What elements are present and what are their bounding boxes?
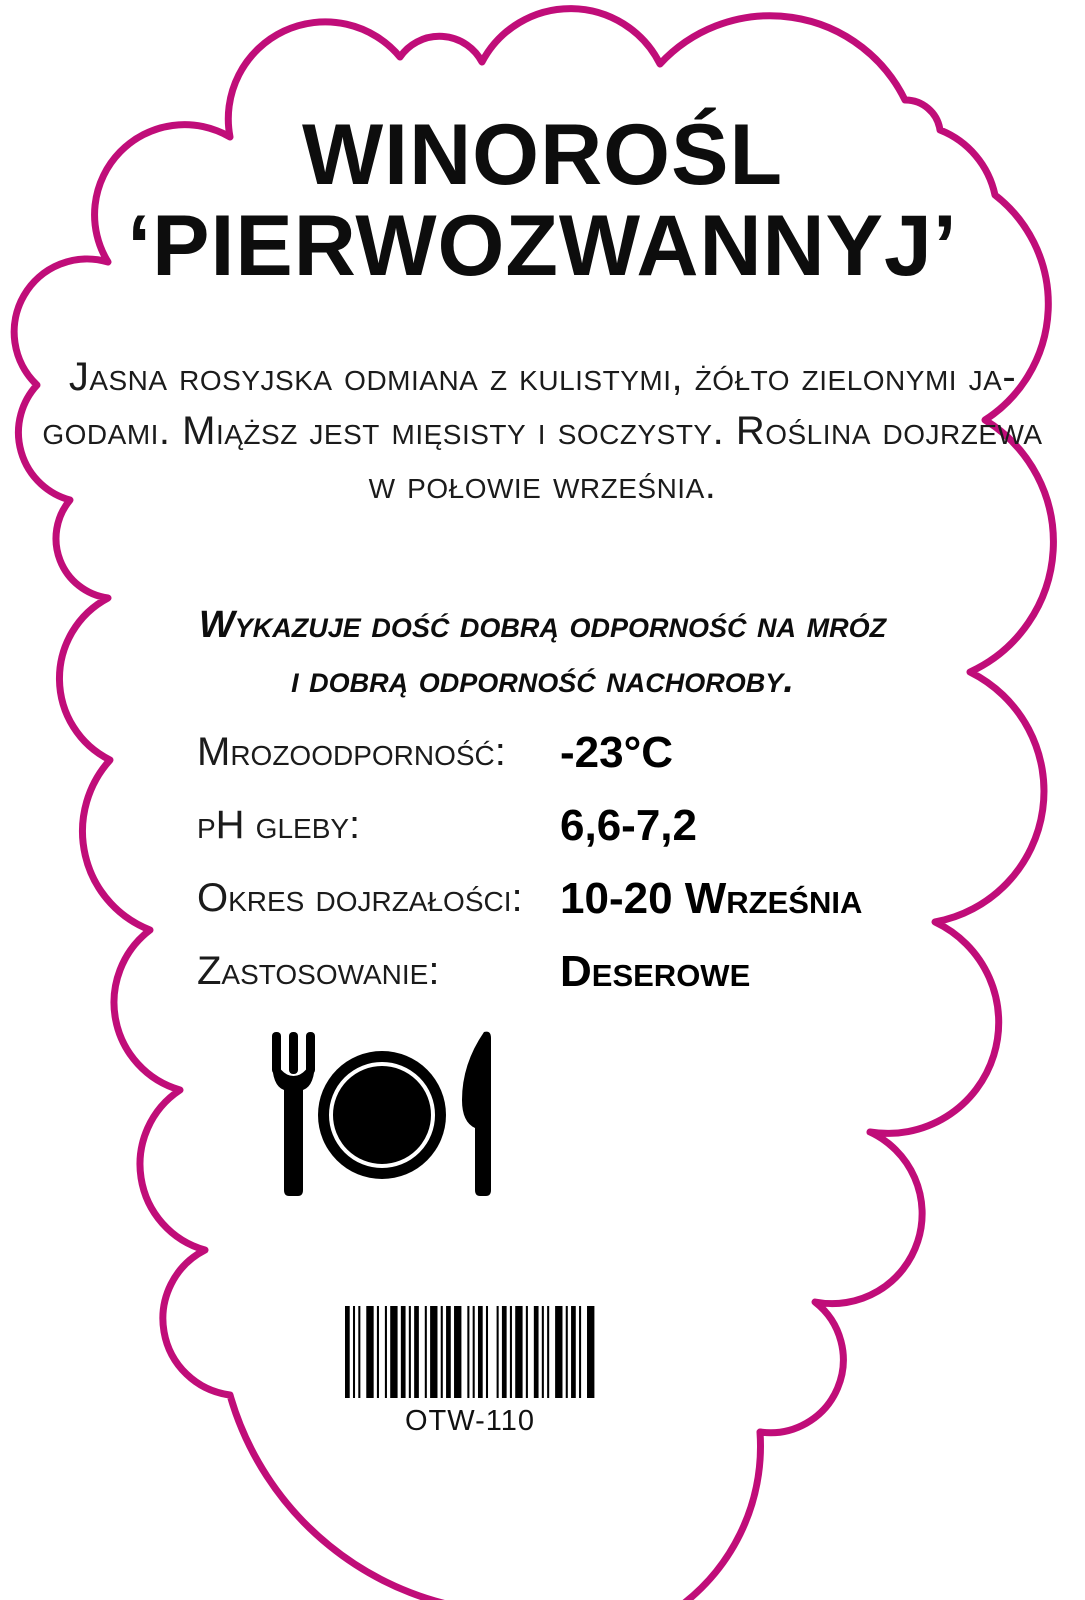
description-line: w połowie września. (368, 463, 717, 507)
spec-label: pH gleby: (197, 803, 361, 847)
spec-value: -23°C (560, 727, 673, 777)
spec-row-frost (197, 716, 1017, 789)
knife-icon (462, 1032, 491, 1196)
title-line-2: ‘PIERWOZWANNYJ’ (127, 198, 958, 295)
spec-row-ph (197, 789, 1017, 862)
spec-value: 6,6-7,2 (560, 800, 697, 850)
spec-row-use (197, 935, 1017, 1008)
variety-description (40, 350, 1045, 512)
variety-title (0, 107, 1085, 295)
spec-row-ripening (197, 862, 1017, 935)
barcode-text: OTW-110 (404, 1405, 535, 1437)
barcode (345, 1306, 595, 1438)
spec-table (197, 716, 1017, 1008)
fork-icon (272, 1032, 315, 1196)
spec-value: Deserowe (560, 946, 751, 996)
description-line: Jasna rosyjska odmiana z kulistymi, żółto zielonymi ja- (68, 355, 1017, 399)
description-line: godami. Miąższ jest mięsisty i soczysty. Roślina dojrzewa (42, 409, 1043, 453)
resistance-note (40, 598, 1045, 708)
title-line-1: WINOROŚL (302, 107, 783, 203)
spec-value: 10-20 Września (560, 873, 863, 923)
note-line: Wykazuje dość dobrą odporność na mróz (198, 604, 887, 646)
spec-label: Mrozoodporność: (197, 730, 506, 774)
spec-label: Zastosowanie: (197, 949, 440, 993)
plate-icon (318, 1051, 446, 1179)
barcode-bars (345, 1306, 595, 1398)
plate-fork-knife-icon (258, 1030, 508, 1200)
spec-label: Okres dojrzałości: (197, 876, 523, 920)
note-line: i dobrą odporność nachoroby. (291, 659, 794, 702)
